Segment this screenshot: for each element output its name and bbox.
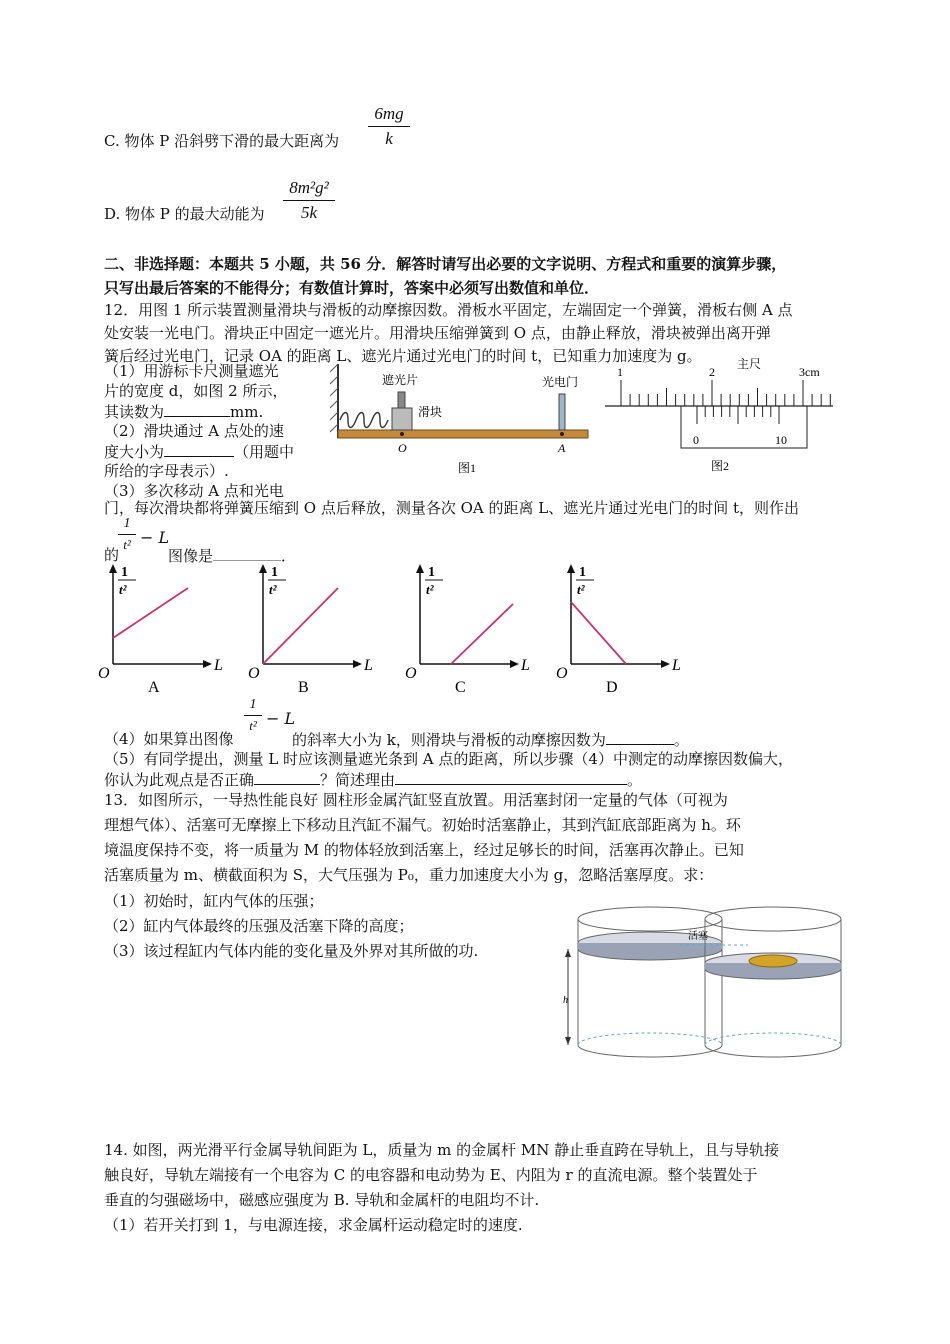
q12-s2-d: 所给的字母表示）. <box>104 462 229 480</box>
fig1-caption: 图1 <box>458 461 477 475</box>
q12-answer-blank-1[interactable] <box>164 400 230 417</box>
q13-line-3: 境温度保持不变，将一质量为 M 的物体轻放到活塞上，经过足够长的时间，活塞再次静止。已知 <box>104 841 744 859</box>
q12-s3-frac-den: t² <box>123 537 131 552</box>
q13-part-3: （3）该过程缸内气体内能的变化量及外界对其所做的功. <box>104 942 479 960</box>
fig2-tick-2: 2 <box>709 365 715 379</box>
q12-s3-b: 门，每次滑块都将弹簧压缩到 O 点后释放，测量各次 OA 的距离 L、遮光片通过光电门的时间 t，则作出 <box>104 499 800 517</box>
fig2-tick-3: 3cm <box>799 365 820 379</box>
fig2-main-scale <box>605 380 838 406</box>
option-c-numerator: 6mg <box>374 104 404 123</box>
fig1-label-shade: 遮光片 <box>382 373 419 387</box>
fig1-label-O: O <box>398 441 407 455</box>
origin-label: O <box>556 665 568 682</box>
graph-letter: C <box>455 679 466 696</box>
cylinder-final <box>705 907 841 1057</box>
q12-s2-c: （用题中 <box>234 443 295 461</box>
weight-object <box>749 955 797 967</box>
fig1-spring <box>340 413 388 428</box>
label-h: h <box>563 995 568 1006</box>
q14-line-3: 垂直的匀强磁场中，磁感应强度为 B. 导轨和金属杆的电阻均不计. <box>104 1191 540 1209</box>
fig2-vernier-scale <box>681 406 807 448</box>
fig2-label-main: 主尺 <box>737 358 762 371</box>
fig2-vernier-0: 0 <box>693 433 699 447</box>
q12-s4-c: 。 <box>673 731 689 749</box>
q12-s3-d: 图像是 <box>168 547 214 565</box>
fig1-label-block: 滑块 <box>418 405 443 419</box>
section-2-line-2: 只写出最后答案的不能得分；有数值计算时，答案中必须写出数值和单位． <box>104 279 600 297</box>
q13-cylinder-figure <box>560 905 850 1065</box>
q12-s5-b: 你认为此观点是否正确 <box>104 771 255 789</box>
q13-part-2: （2）缸内气体最终的压强及活塞下降的高度； <box>104 917 414 935</box>
q12-answer-blank-6[interactable] <box>395 768 627 785</box>
x-axis-label: L <box>364 657 373 674</box>
option-d-fraction <box>283 178 335 223</box>
q12-s5-a: （5）有同学提出，测量 L 时应该测量遮光条到 A 点的距离，所以步骤（4）中测定的动摩擦因数偏大， <box>104 750 793 768</box>
fig1-board <box>338 430 588 438</box>
origin-label: O <box>98 665 110 682</box>
q12-s4-frac-num: 1 <box>249 697 257 712</box>
q12-s2-a: （2）滑块通过 A 点处的速 <box>104 422 284 440</box>
y-axis-den: t² <box>269 582 277 597</box>
q12-s5-d: 。 <box>627 771 643 789</box>
graph-option-c <box>403 560 533 700</box>
fig1-photogate <box>559 394 565 430</box>
q14-part-1: （1）若开关打到 1，与电源连接，求金属杆运动稳定时的速度. <box>104 1216 523 1234</box>
q12-s1-a: （1）用游标卡尺测量遮光 <box>104 362 279 380</box>
option-d-numerator: 8m²g² <box>289 178 329 197</box>
y-axis-den: t² <box>577 582 585 597</box>
graph-option-b <box>246 560 376 700</box>
fig1-label-A: A <box>558 441 566 455</box>
q12-s4-frac-den: t² <box>249 718 257 733</box>
q12-s4-fraction <box>244 697 262 734</box>
q12-s3-a: （3）多次移动 A 点和光电 <box>104 482 284 500</box>
q12-s3-c: 的 <box>104 546 120 564</box>
q12-s5-line <box>104 768 642 791</box>
option-c-fraction <box>368 104 410 149</box>
fig2-tick-1: 1 <box>617 365 623 379</box>
q12-s1-unit: mm. <box>230 403 264 421</box>
x-axis-label: L <box>672 657 681 674</box>
origin-label: O <box>248 665 260 682</box>
q12-answer-blank-3[interactable] <box>213 544 281 561</box>
q12-answer-blank-5[interactable] <box>254 768 320 785</box>
q13-part-1: （1）初始时，缸内气体的压强； <box>104 892 324 910</box>
graph-letter: A <box>148 679 160 696</box>
q12-s4-frac-tail: − L <box>266 709 296 728</box>
x-axis-label: L <box>521 657 530 674</box>
q12-s1-b: 片的宽度 d，如图 2 所示， <box>104 382 288 400</box>
option-d-text: D. 物体 P 的最大动能为 <box>104 205 265 223</box>
graph-line <box>263 588 338 664</box>
y-axis-num: 1 <box>121 565 128 580</box>
option-c-text: C. 物体 P 沿斜劈下滑的最大距离为 <box>104 132 340 150</box>
y-axis-num: 1 <box>271 565 278 580</box>
q12-s4-a: （4）如果算出图像 <box>104 730 234 748</box>
q12-s3-fraction <box>118 516 136 553</box>
y-axis-num: 1 <box>579 565 586 580</box>
fig2-vernier-10: 10 <box>775 433 787 447</box>
fig1-wall-hatch <box>330 364 338 432</box>
q12-answer-blank-2[interactable] <box>164 440 234 457</box>
q12-line-1: 12．用图 1 所示装置测量滑块与滑板的动摩擦因数。滑板水平固定，左端固定一个弹簧，滑板右侧 A 点 <box>104 301 793 319</box>
graph-letter: D <box>606 679 618 696</box>
y-axis-num: 1 <box>428 565 435 580</box>
q12-line-3: 簧后经过光电门，记录 OA 的距离 L、遮光片通过光电门的时间 t，已知重力加速度为 g。 <box>104 347 702 365</box>
graph-line <box>451 604 513 664</box>
fig2-caption: 图2 <box>711 459 730 473</box>
q12-s3-frac-tail: − L <box>140 528 170 547</box>
origin-label: O <box>405 665 417 682</box>
q14-line-1: 14. 如图，两光滑平行金属导轨间距为 L，质量为 m 的金属杆 MN 静止垂直跨在导轨上，且与导轨接 <box>104 1141 780 1159</box>
q12-s1-c-text: 其读数为 <box>104 403 165 421</box>
y-axis-den: t² <box>119 582 127 597</box>
x-axis-label: L <box>214 657 223 674</box>
graph-option-d <box>554 560 684 700</box>
fig1-label-gate: 光电门 <box>542 375 579 389</box>
section-2-line-1: 二、非选择题：本题共 5 小题，共 56 分．解答时请写出必要的文字说明、方程式和重要的演算步骤， <box>104 255 787 273</box>
graph-line <box>571 602 626 664</box>
q12-s3-frac-num: 1 <box>123 516 131 531</box>
q12-answer-blank-4[interactable] <box>606 728 674 745</box>
q12-s2-b: 度大小为 <box>104 443 165 461</box>
y-axis-den: t² <box>426 582 434 597</box>
cylinder-initial <box>563 907 722 1057</box>
q13-line-1: 13．如图所示，一导热性能良好 圆柱形金属汽缸竖直放置。用活塞封闭一定量的气体（可视为 <box>104 791 728 809</box>
q13-line-2: 理想气体）、活塞可无摩擦上下移动且汽缸不漏气。初始时活塞静止，其到汽缸底部距离为 h。环 <box>104 816 741 834</box>
q12-s5-c: ？简述理由 <box>320 771 396 789</box>
figure-1 <box>330 360 595 480</box>
graph-letter: B <box>298 679 309 696</box>
figure-2 <box>603 358 838 480</box>
q12-s3-e: ． <box>281 547 297 565</box>
q12-s4-b: 的斜率大小为 k，则滑块与滑板的动摩擦因数为 <box>292 731 606 749</box>
piston-initial <box>578 943 722 949</box>
option-c-denominator: k <box>385 129 393 148</box>
q12-graph-options <box>96 560 696 700</box>
graph-option-a <box>96 560 226 700</box>
q12-line-2: 处安装一光电门。滑块正中固定一遮光片。用滑块压缩弹簧到 O 点，由静止释放，滑块被弹出离开弹 <box>104 324 771 342</box>
label-piston: 活塞 <box>688 931 708 942</box>
q13-line-4: 活塞质量为 m、横截面积为 S，大气压强为 P₀，重力加速度大小为 g，忽略活塞厚度。求： <box>104 866 714 884</box>
fig1-shade-plate <box>398 392 405 408</box>
fig1-block <box>392 408 412 430</box>
option-d-denominator: 5k <box>300 203 318 222</box>
q14-line-2: 触良好，导轨左端接有一个电容为 C 的电容器和电动势为 E、内阻为 r 的直流电源。整个装置处于 <box>104 1166 758 1184</box>
